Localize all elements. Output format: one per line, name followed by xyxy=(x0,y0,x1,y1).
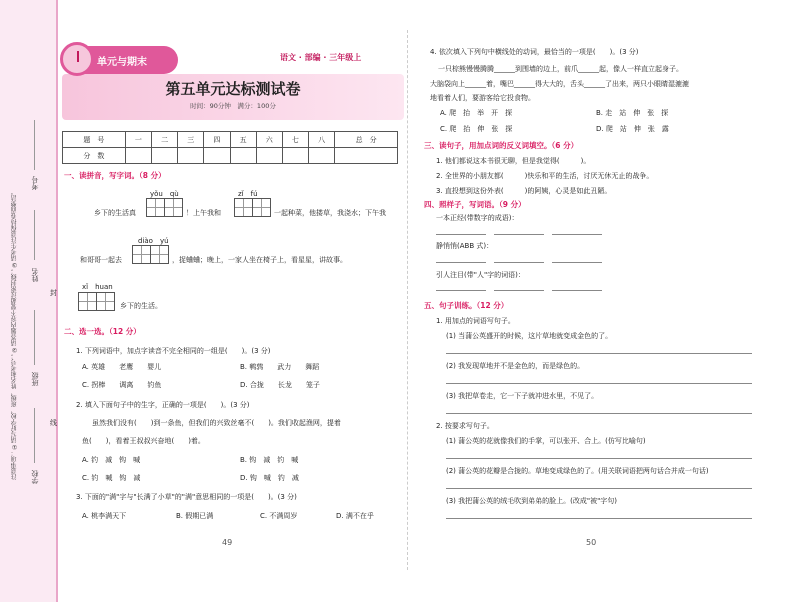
answer-line[interactable] xyxy=(446,383,752,384)
exam-notes: 注意事项：①请写好学校、班级、姓名和考号；②请答题内容不要超过密封线；③请考生注意保持卷面整洁。 xyxy=(11,189,18,480)
answer-line[interactable] xyxy=(436,262,486,263)
score-cell[interactable] xyxy=(125,148,151,164)
writing-grid[interactable] xyxy=(146,198,165,217)
pinyin-3: diào yú xyxy=(138,237,169,245)
option-d[interactable]: D. 钩 喊 钓 减 xyxy=(240,474,299,482)
option-d[interactable]: D. 满不在乎 xyxy=(336,512,374,520)
sentence-item: (1) 蒲公英的花就像我们的手掌，可以张开、合上。(仿写比喻句) xyxy=(446,437,646,445)
option-c[interactable]: C. 拐棒 调离 钓鱼 xyxy=(82,381,162,389)
answer-line[interactable] xyxy=(446,458,752,459)
option-a[interactable]: A. 桃李满天下 xyxy=(82,512,127,520)
question-4-text: 地看着人们，要游客给它投食物。 xyxy=(430,94,535,102)
writing-grid[interactable] xyxy=(234,198,253,217)
sentence-item: (2) 蒲公英的花瓣是合拢的。草地变成绿色的了。(用关联词语把两句话合并成一句话) xyxy=(446,467,709,475)
binding-sidebar xyxy=(0,0,58,602)
score-head-cell: 三 xyxy=(178,132,204,148)
xingming-line xyxy=(34,210,35,260)
score-head-cell: 二 xyxy=(151,132,177,148)
score-table xyxy=(62,131,398,164)
option-a[interactable]: A. 爬 抬 举 开 探 xyxy=(440,109,513,117)
question-2-text: 鱼( )，看着王叔叔兴奋地( )着。 xyxy=(82,437,205,445)
page-number-left: 49 xyxy=(222,538,233,547)
score-head-cell: 五 xyxy=(230,132,256,148)
text-line: 一起种菜，他搂草，我浇水；下午我 xyxy=(274,209,386,217)
banji-line xyxy=(34,310,35,365)
pinyin-1: yǒu qù xyxy=(150,190,179,198)
word-prompt: 引人注目(带"人"字的词语)： xyxy=(436,271,525,279)
section-3-title: 三、读句子，用加点词的反义词填空。（6 分） xyxy=(424,141,579,150)
page-title: 第五单元达标测试卷 xyxy=(165,80,301,98)
question-4-text: 一只棕熊慢慢腾腾______到围墙的边上，前爪______起，像人一样直立起身子。 xyxy=(438,65,683,73)
pinyin-4: xǐ huan xyxy=(82,283,113,291)
score-head-cell: 题 号 xyxy=(63,132,126,148)
score-cell[interactable] xyxy=(309,148,335,164)
score-head-cell: 一 xyxy=(125,132,151,148)
option-a[interactable]: A. 英雄 老鹰 婴儿 xyxy=(82,363,162,371)
score-head-cell: 六 xyxy=(256,132,282,148)
score-cell[interactable] xyxy=(204,148,230,164)
answer-line[interactable] xyxy=(446,353,752,354)
sentence-item: (3) 我把蒲公英的绒毛吹到弟弟的脸上。(改成"被"字句) xyxy=(446,497,618,505)
score-cell[interactable] xyxy=(256,148,282,164)
word-prompt: 一本正经(带数字的成语)： xyxy=(436,214,519,222)
sentence-item: (3) 我把草卷走，它一下子就冲进水里，不见了。 xyxy=(446,392,599,400)
word-prompt: 静悄悄(ABB 式)： xyxy=(436,242,494,250)
text-line: ，捉蛐蛐；晚上，一家人坐在椅子上，看星星，讲故事。 xyxy=(172,256,347,264)
answer-line[interactable] xyxy=(552,262,602,263)
sentence-item: (2) 我发现草地并不是金色的，而是绿色的。 xyxy=(446,362,585,370)
score-row-label: 分 数 xyxy=(63,148,126,164)
answer-line[interactable] xyxy=(494,262,544,263)
answer-line[interactable] xyxy=(552,234,602,235)
answer-line[interactable] xyxy=(446,488,752,489)
sentence-item: (1) 当蒲公英盛开的时候，这片草地就变成金色的了。 xyxy=(446,332,613,340)
banji-label: 班级 xyxy=(31,372,39,386)
score-cell[interactable] xyxy=(335,148,398,164)
question-2: 2. 填入下面句子中的生字，正确的一项是( )。(3 分) xyxy=(76,401,250,409)
subquestion-2: 2. 按要求写句子。 xyxy=(436,422,494,430)
option-d[interactable]: D. 合拢 长龙 笼子 xyxy=(240,381,320,389)
score-cell[interactable] xyxy=(151,148,177,164)
option-c[interactable]: C. 不满周岁 xyxy=(260,512,298,520)
kaohao-line xyxy=(34,120,35,170)
text-line: 和哥哥一起去 xyxy=(80,256,122,264)
xuexiao-label: 学校 xyxy=(31,470,39,484)
antonym-item: 3. 直投想到这份外表( )的阿姨，心灵是如此丑陋。 xyxy=(436,187,612,195)
section-2-title: 二、选一选。（12 分） xyxy=(64,327,141,336)
unit-badge: 单元与期末 xyxy=(66,46,178,74)
answer-line[interactable] xyxy=(494,290,544,291)
question-3: 3. 下面的"满"字与"长满了小草"的"满"意思相同的一项是( )。(3 分) xyxy=(76,493,297,501)
answer-line[interactable] xyxy=(436,290,486,291)
sidebar-border xyxy=(56,0,58,602)
feng-mark: 封 xyxy=(50,289,57,297)
xuexiao-line xyxy=(34,408,35,463)
writing-grid[interactable] xyxy=(164,198,183,217)
question-4: 4. 依次填入下列句中横线处的动词，最恰当的一项是( )。(3 分) xyxy=(430,48,639,56)
score-head-cell: 总 分 xyxy=(335,132,398,148)
question-4-text: 大脑袋向上______着，嘴巴______得大大的，舌头______了出来，两只小眼睛湿漉漉 xyxy=(430,80,689,88)
score-head-cell: 四 xyxy=(204,132,230,148)
text-line: 乡下的生活真 xyxy=(94,209,136,217)
page-number-right: 50 xyxy=(586,538,597,547)
writing-grid[interactable] xyxy=(150,245,169,264)
antonym-item: 1. 他们都说这本书很无聊，但是我觉得( )。 xyxy=(436,157,591,165)
question-2-text: 虽然我们没有( )到一条鱼，但我们的兴致丝毫不( )。我们收起渔网，提着 xyxy=(92,419,341,427)
text-line: 乡下的生活。 xyxy=(120,302,162,310)
xian-mark: 线 xyxy=(50,419,57,427)
answer-line[interactable] xyxy=(494,234,544,235)
exam-info: 时间：90分钟 满分：100分 xyxy=(190,102,276,110)
option-d[interactable]: D. 爬 站 伸 张 露 xyxy=(596,125,669,133)
writing-grid[interactable] xyxy=(132,245,151,264)
question-1: 1. 下列词语中，加点字读音不完全相同的一组是( )。(3 分) xyxy=(76,347,271,355)
score-head-cell: 八 xyxy=(309,132,335,148)
score-head-cell: 七 xyxy=(282,132,308,148)
option-b[interactable]: B. 鹌鹑 武力 舞蹈 xyxy=(240,363,320,371)
writing-grid[interactable] xyxy=(78,292,97,311)
writing-grid[interactable] xyxy=(96,292,115,311)
subject-grade: 语文 · 部编 · 三年级上 xyxy=(280,53,362,62)
section-1-title: 一、读拼音，写字词。（8 分） xyxy=(64,171,166,180)
option-b[interactable]: B. 假期已满 xyxy=(176,512,214,520)
section-4-title: 四、照样子，写词语。（9 分） xyxy=(424,200,526,209)
answer-line[interactable] xyxy=(552,290,602,291)
answer-line[interactable] xyxy=(436,234,486,235)
clock-icon xyxy=(60,42,94,76)
score-cell[interactable] xyxy=(230,148,256,164)
option-b[interactable]: B. 走 站 伸 张 探 xyxy=(596,109,669,117)
subquestion-1: 1. 用加点的词语写句子。 xyxy=(436,317,515,325)
answer-line[interactable] xyxy=(446,518,752,519)
answer-line[interactable] xyxy=(446,413,752,414)
pinyin-2: zǐ fú xyxy=(238,190,258,198)
kaohao-label: 考号 xyxy=(31,176,39,190)
page-divider xyxy=(407,30,409,570)
score-cell[interactable] xyxy=(178,148,204,164)
option-b[interactable]: B. 钩 减 钓 喊 xyxy=(240,456,299,464)
score-cell[interactable] xyxy=(282,148,308,164)
xingming-label: 姓名 xyxy=(31,268,39,282)
option-a[interactable]: A. 钓 减 钩 喊 xyxy=(82,456,141,464)
text-line: ！上午我和 xyxy=(186,209,221,217)
option-c[interactable]: C. 钓 喊 钩 减 xyxy=(82,474,141,482)
writing-grid[interactable] xyxy=(252,198,271,217)
antonym-item: 2. 全世界的小朋友都( )快乐和平的生活，讨厌无休无止的战争。 xyxy=(436,172,654,180)
section-5-title: 五、句子训练。（12 分） xyxy=(424,301,509,310)
option-c[interactable]: C. 爬 抬 伸 张 探 xyxy=(440,125,513,133)
